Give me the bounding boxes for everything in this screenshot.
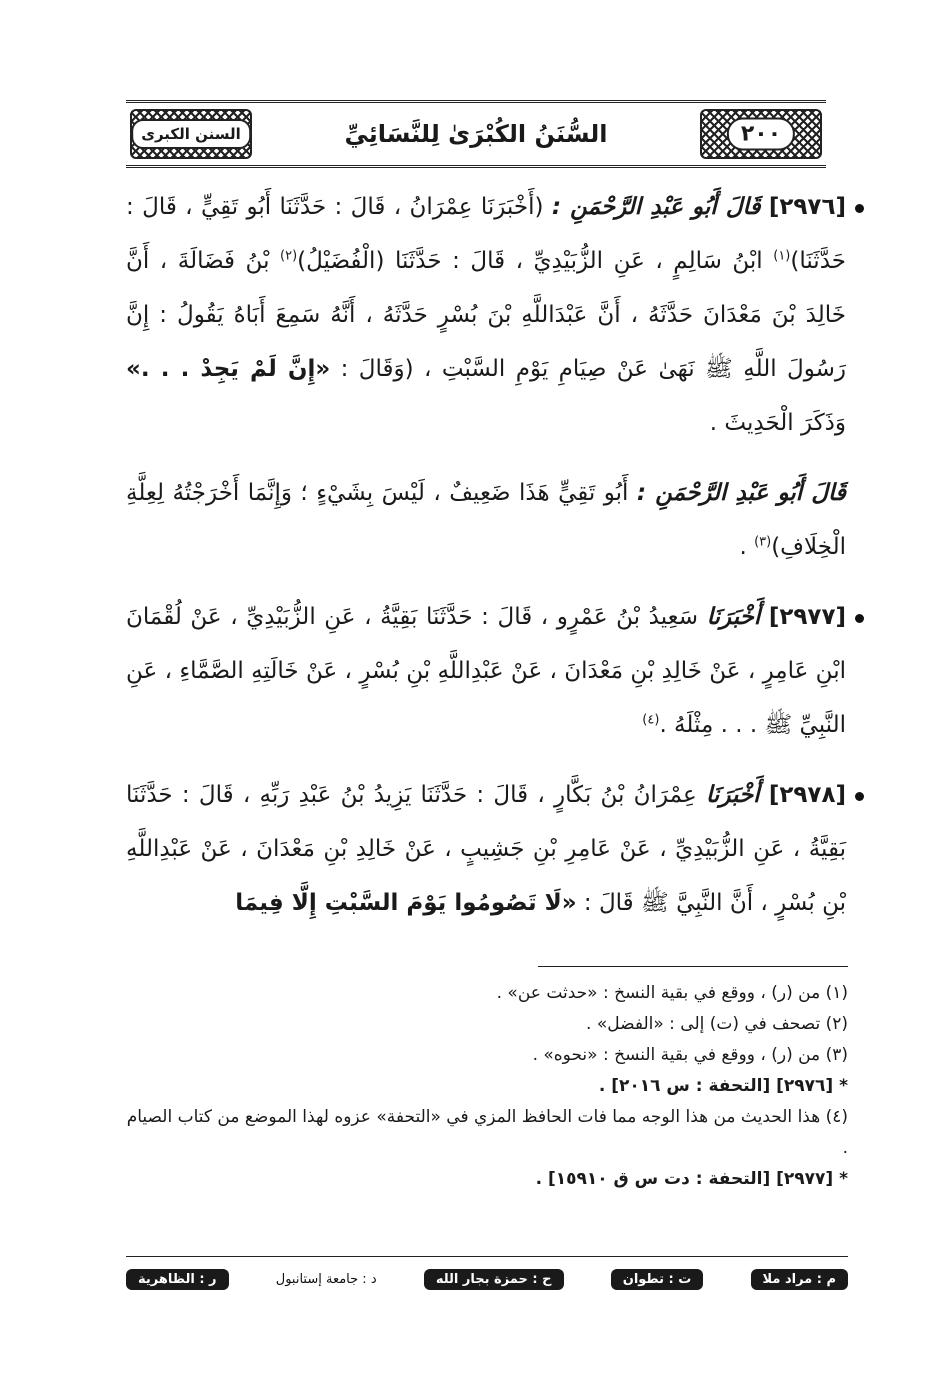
main-text: [126, 180, 846, 946]
legend-t: ت : تطوان: [611, 1269, 704, 1290]
hadith-2976: [126, 180, 846, 450]
hadith-quote: «إِنَّ لَمْ يَجِدْ . . .»: [126, 356, 331, 382]
hadith-author: أَخْبَرَنَا: [706, 604, 761, 630]
footnotes: [126, 978, 848, 1195]
bullet-icon: [855, 204, 864, 213]
footnote-ref[interactable]: (٤): [642, 712, 660, 728]
hadith-text: عِمْرَانُ بْنُ بَكَّارٍ ، قَالَ : حَدَّثَنَا يَزِيدُ بْنُ عَبْدِ رَبِّهِ ، قَالَ : حَدَّثَنَا بَقِيَّةُ ، عَنِ الزُّبَيْدِيِّ ، عَنْ عَامِرِ بْنِ جَشِيبٍ ، عَنْ خَالِدِ بْنِ مَعْدَانَ ، عَنْ عَبْدِاللَّهِ بْنِ بُسْرٍ ، أَنَّ النَّبِيَّ ﷺ قَالَ :: [126, 782, 846, 916]
footnote-2: (٢) تصحف في (ت) إلى : «الفضل» .: [586, 1014, 848, 1034]
legend-r: ر : الظاهرية: [126, 1269, 228, 1290]
footnote-ref[interactable]: (١): [773, 248, 791, 264]
hadith-text: ابْنُ سَالِمٍ ، عَنِ الزُّبَيْدِيِّ ، قَالَ : حَدَّثَنَا (الْفُضَيْلُ): [297, 248, 763, 274]
takhrij-2977: * [٢٩٧٧] [التحفة : دت س ق ١٥٩١٠] .: [535, 1169, 848, 1189]
legend-d: د : جامعة إستانبول: [275, 1271, 377, 1287]
hadith-number: [٢٩٧٦]: [768, 194, 847, 220]
legend-m: م : مراد ملا: [751, 1269, 849, 1290]
author-note: [126, 466, 846, 574]
book-title: السُّنَنُ الكُبْرَىٰ لِلنَّسَائِيِّ: [344, 120, 608, 148]
hadith-quote: «لَا تَصُومُوا يَوْمَ السَّبْتِ إِلَّا فِيمَا: [235, 890, 577, 916]
footnote-1: (١) من (ر) ، ووقع في بقية النسخ : «حدثت عن» .: [496, 983, 848, 1003]
hadith-number: [٢٩٧٧]: [768, 604, 847, 630]
note-author: قَالَ أَبُو عَبْدِ الرَّحْمَنِ :: [636, 480, 847, 506]
hadith-author: أَخْبَرَنَا: [705, 782, 760, 808]
bullet-icon: [855, 792, 864, 801]
footnote-3: (٣) من (ر) ، ووقع في بقية النسخ : «نحوه» .: [532, 1045, 848, 1065]
manuscript-legend: [126, 1264, 848, 1294]
hadith-number: [٢٩٧٨]: [768, 782, 847, 808]
logo-ornament: [130, 109, 252, 159]
hadith-text: وَذَكَرَ الْحَدِيثَ .: [709, 410, 846, 436]
legend-divider: [126, 1256, 848, 1257]
hadith-text: بْنُ فَضَالَةَ ، أَنَّ خَالِدَ بْنَ مَعْدَانَ حَدَّثَهُ ، أَنَّ عَبْدَاللَّهِ بْنَ بُسْرٍ حَدَّثَهُ ، أَنَّهُ سَمِعَ أَبَاهُ يَقُولُ : إِنَّ رَسُولَ اللَّهِ ﷺ نَهَىٰ عَنْ صِيَامِ يَوْمِ السَّبْتِ ، (وَقَالَ :: [126, 248, 846, 382]
takhrij-2976: * [٢٩٧٦] [التحفة : س ٢٠١٦] .: [598, 1076, 848, 1096]
hadith-text: (أَخْبَرَنَا عِمْرَانُ ، قَالَ : حَدَّثَنَا أَبُو تَقِيٍّ ، قَالَ : حَدَّثَنَا): [126, 194, 846, 274]
page-number-ornament: [700, 109, 822, 159]
hadith-author: قَالَ أَبُو عَبْدِ الرَّحْمَنِ :: [551, 194, 761, 220]
page-number: ٢٠٠: [727, 118, 795, 151]
note-end: .: [739, 534, 747, 560]
legend-h: ح : حمزة بجار الله: [424, 1269, 564, 1290]
hadith-2977: [126, 590, 846, 752]
page-header: [126, 100, 826, 168]
note-text: أَبُو تَقِيٍّ هَذَا ضَعِيفٌ ، لَيْسَ بِشَيْءٍ ؛ وَإِنَّمَا أَخْرَجْتُهُ لِعِلَّةِ الْخِلَافِ): [126, 480, 846, 560]
footnote-4: (٤) هذا الحديث من هذا الوجه مما فات الحافظ المزي في «التحفة» عزوه لهذا الموضع من كتاب الصيام .: [126, 1107, 848, 1158]
footnote-divider: [538, 966, 848, 967]
footnote-ref[interactable]: (٢): [280, 248, 298, 264]
bullet-icon: [855, 614, 864, 623]
footnote-ref[interactable]: (٣): [754, 534, 772, 550]
hadith-2978: [126, 768, 846, 930]
hadith-text: سَعِيدُ بْنُ عَمْرٍو ، قَالَ : حَدَّثَنَا بَقِيَّةُ ، عَنِ الزُّبَيْدِيِّ ، عَنْ لُقْمَانَ ابْنِ عَامِرٍ ، عَنْ خَالِدِ بْنِ مَعْدَانَ ، عَنْ عَبْدِاللَّهِ بْنِ بُسْرٍ ، عَنْ خَالَتِهِ الصَّمَّاءِ ، عَنِ النَّبِيِّ ﷺ . . . مِثْلَهُ .: [126, 604, 846, 738]
book-logo: السنن الكبرى: [131, 119, 251, 149]
